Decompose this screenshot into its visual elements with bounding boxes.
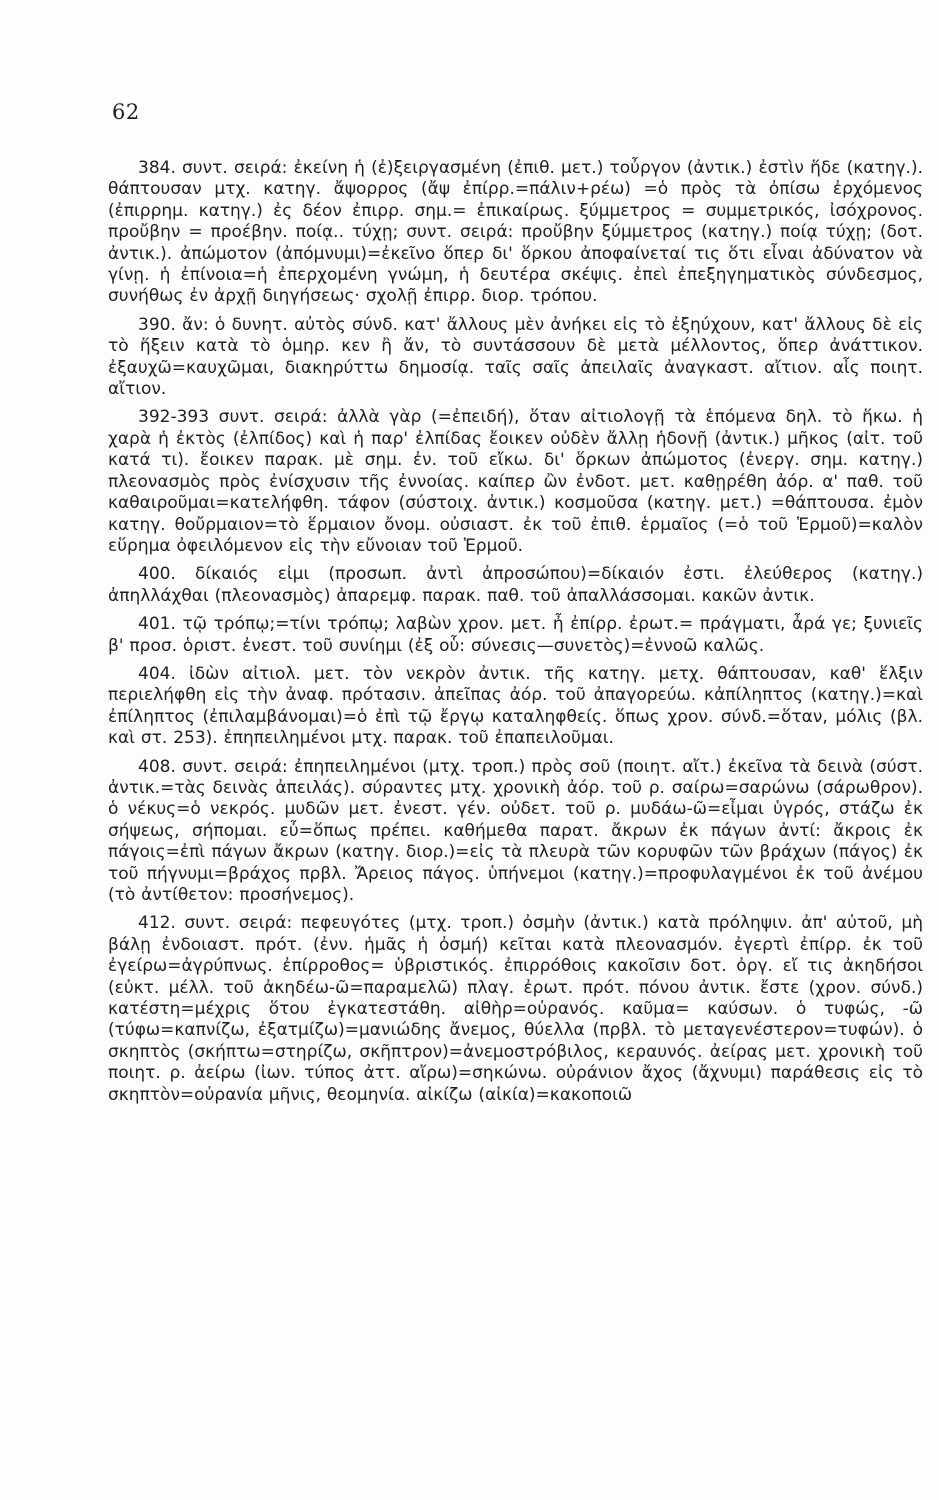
note-paragraph: 400. δίκαιός εἰμι (προσωπ. ἀντὶ ἀπροσώπου)=δίκαιόν ἐστι. ἐλεύθερος (κατηγ.) ἀπηλλάχθαι (πλεονασμὸς) ἀπαρεμφ. παρακ. παθ. τοῦ ἀπαλλάσσομαι. κακῶν ἀντικ. [108,564,923,606]
note-paragraph: 404. ἰδὼν αἰτιολ. μετ. τὸν νεκρὸν ἀντικ. τῆς κατηγ. μετχ. θάπτουσαν, καθ' ἕλξιν περιελήφθη εἰς τὴν ἀναφ. πρότασιν. ἀπεῖπας ἀόρ. τοῦ ἀπαγορεύω. κἀπίληπτος (κατηγ.)=καὶ ἐπίληπτος (ἐπιλαμβάνομαι)=ὁ ἐπὶ τῷ ἔργῳ καταληφθείς. ὅπως χρον. σύνδ.=ὅταν, μόλις (βλ. καὶ στ. 253). ἐπηπειλημένοι μτχ. παρακ. τοῦ ἐπαπειλοῦμαι. [108,663,923,749]
note-paragraph: 412. συντ. σειρά: πεφευγότες (μτχ. τροπ.) ὀσμὴν (ἀντικ.) κατὰ πρόληψιν. ἀπ' αὐτοῦ, μὴ βάλῃ ἐνδοιαστ. πρότ. (ἐνν. ἡμᾶς ἡ ὀσμή) κεῖται κατὰ πλεονασμόν. ἐγερτὶ ἐπίρρ. ἐκ τοῦ ἐγείρω=ἀγρύπνως. ἐπίρροθος= ὑβριστικός. ἐπιρρόθοις κακοῖσιν δοτ. ὀργ. εἴ τις ἀκηδήσοι (εὐκτ. μέλλ. τοῦ ἀκηδέω-ῶ=παραμελῶ) πλαγ. ἐρωτ. πρότ. πόνου ἀντικ. ἔστε (χρον. σύνδ.) κατέστη=μέχρις ὅτου ἐγκατεστάθη. αἰθὴρ=οὐρανός. καῦμα= καύσων. ὁ τυφώς, -ῶ (τύφω=καπνίζω, ἐξατμίζω)=μανιώδης ἄνεμος, θύελλα (πρβλ. τὸ μεταγενέστερον=τυφών). ὁ σκηπτὸς (σκήπτω=στηρίζω, σκῆπτρον)=ἀνεμοστρόβιλος, κεραυνός. ἀείρας μετ. χρονικὴ τοῦ ποιητ. ρ. ἀείρω (ἰων. τύπος ἀττ. αἴρω)=σηκώνω. οὐράνιον ἄχος (ἄχνυμι) παράθεσις εἰς τὸ σκηπτὸν=οὐρανία μῆνις, θεομηνία. αἰκίζω (αἰκία)=κακοποιῶ [108,913,923,1105]
note-paragraph: 384. συντ. σειρά: ἐκείνη ἡ (ἐ)ξειργασμένη (ἐπιθ. μετ.) τοὖργον (ἀντικ.) ἐστὶν ἥδε (κατηγ.). θάπτουσαν μτχ. κατηγ. ἄψορρος (ἄψ ἐπίρρ.=πάλιν+ρέω) =ὁ πρὸς τὰ ὀπίσω ἐρχόμενος (ἐπιρρημ. κατηγ.) ἐς δέον ἐπιρρ. σημ.= ἐπικαίρως. ξύμμετρος = συμμετρικός, ἰσόχρονος. προὔβην = προέβην. ποίᾳ.. τύχῃ; συντ. σειρά: προὔβην ξύμμετρος (κατηγ.) ποίᾳ τύχῃ; (δοτ. ἀντικ.). ἀπώμοτον (ἀπόμνυμι)=ἐκεῖνο ὅπερ δι' ὅρκου ἀποφαίνεταί τις ὅτι εἶναι ἀδύνατον νὰ γίνῃ. ἡ ἐπίνοια=ἡ ἐπερχομένη γνώμη, ἡ δευτέρα σκέψις. ἐπεὶ ἐπεξηγηματικὸς σύνδεσμος, συνήθως ἐν ἀρχῇ διηγήσεως· σχολῇ ἐπιρρ. διορ. τρόπου. [108,158,923,307]
commentary-text [108,158,923,1106]
page-number: 62 [112,100,140,124]
note-paragraph: 408. συντ. σειρά: ἐπηπειλημένοι (μτχ. τροπ.) πρὸς σοῦ (ποιητ. αἴτ.) ἐκεῖνα τὰ δεινὰ (σύστ. ἀντικ.=τὰς δεινὰς ἀπειλάς). σύραντες μτχ. χρονικὴ ἀόρ. τοῦ ρ. σαίρω=σαρώνω (σάρωθρον). ὁ νέκυς=ὁ νεκρός. μυδῶν μετ. ἐνεστ. γέν. οὐδετ. τοῦ ρ. μυδάω-ῶ=εἶμαι ὑγρός, στάζω ἐκ σήψεως, σήπομαι. εὖ=ὅπως πρέπει. καθήμεθα παρατ. ἄκρων ἐκ πάγων ἀντί: ἄκροις ἐκ πάγοις=ἐπὶ πάγων ἄκρων (κατηγ. διορ.)=εἰς τὰ πλευρὰ τῶν κορυφῶν τῶν βράχων (πάγος) ἐκ τοῦ πήγνυμι=βράχος πρβλ. Ἄρειος πάγος. ὑπήνεμοι (κατηγ.)=προφυλαγμένοι ἐκ τοῦ ἀνέμου (τὸ ἀντίθετον: προσήνεμος). [108,756,923,905]
note-paragraph: 390. ἄν: ὁ δυνητ. αὐτὸς σύνδ. κατ' ἄλλους μὲν ἀνήκει εἰς τὸ ἐξηύχουν, κατ' ἄλλους δὲ εἰς τὸ ἥξειν κατὰ τὸ ὁμηρ. κεν ἢ ἄν, τὸ συντάσσουν δὲ μετὰ μέλλοντος, ὅπερ ἀνάττικον. ἐξαυχῶ=καυχῶμαι, διακηρύττω δημοσίᾳ. ταῖς σαῖς ἀπειλαῖς ἀναγκαστ. αἴτιον. αἷς ποιητ. αἴτιον. [108,314,923,400]
note-paragraph: 392-393 συντ. σειρά: ἀλλὰ γὰρ (=ἐπειδή), ὅταν αἰτιολογῇ τὰ ἑπόμενα δηλ. τὸ ἥκω. ἡ χαρὰ ἡ ἐκτὸς (ἐλπίδος) καὶ ἡ παρ' ἐλπίδας ἔοικεν οὐδὲν ἄλλῃ ἡδονῇ (ἀντικ.) μῆκος (αἰτ. τοῦ κατά τι). ἔοικεν παρακ. μὲ σημ. ἐν. τοῦ εἴκω. δι' ὅρκων ἀπώμοτος (ἐνεργ. σημ. κατηγ.) πλεονασμὸς πρὸς ἐνίσχυσιν τῆς ἐννοίας. καίπερ ὢν ἐνδοτ. μετ. καθῃρέθη ἀόρ. α' παθ. τοῦ καθαιροῦμαι=κατελήφθη. τάφον (σύστοιχ. ἀντικ.) κοσμοῦσα (κατηγ. μετ.) =θάπτουσα. ἐμὸν κατηγ. θοὔρμαιον=τὸ ἕρμαιον ὄνομ. οὐσιαστ. ἐκ τοῦ ἐπιθ. ἑρμαῖος (=ὁ τοῦ Ἑρμοῦ)=καλὸν εὕρημα ὀφειλόμενον εἰς τὴν εὔνοιαν τοῦ Ἑρμοῦ. [108,407,923,556]
note-paragraph: 401. τῷ τρόπῳ;=τίνι τρόπῳ; λαβὼν χρον. μετ. ἦ ἐπίρρ. ἐρωτ.= πράγματι, ἆρά γε; ξυνιεῖς β' προσ. ὁριστ. ἐνεστ. τοῦ συνίημι (ἐξ οὗ: σύνεσις—συνετὸς)=ἐννοῶ καλῶς. [108,614,923,656]
